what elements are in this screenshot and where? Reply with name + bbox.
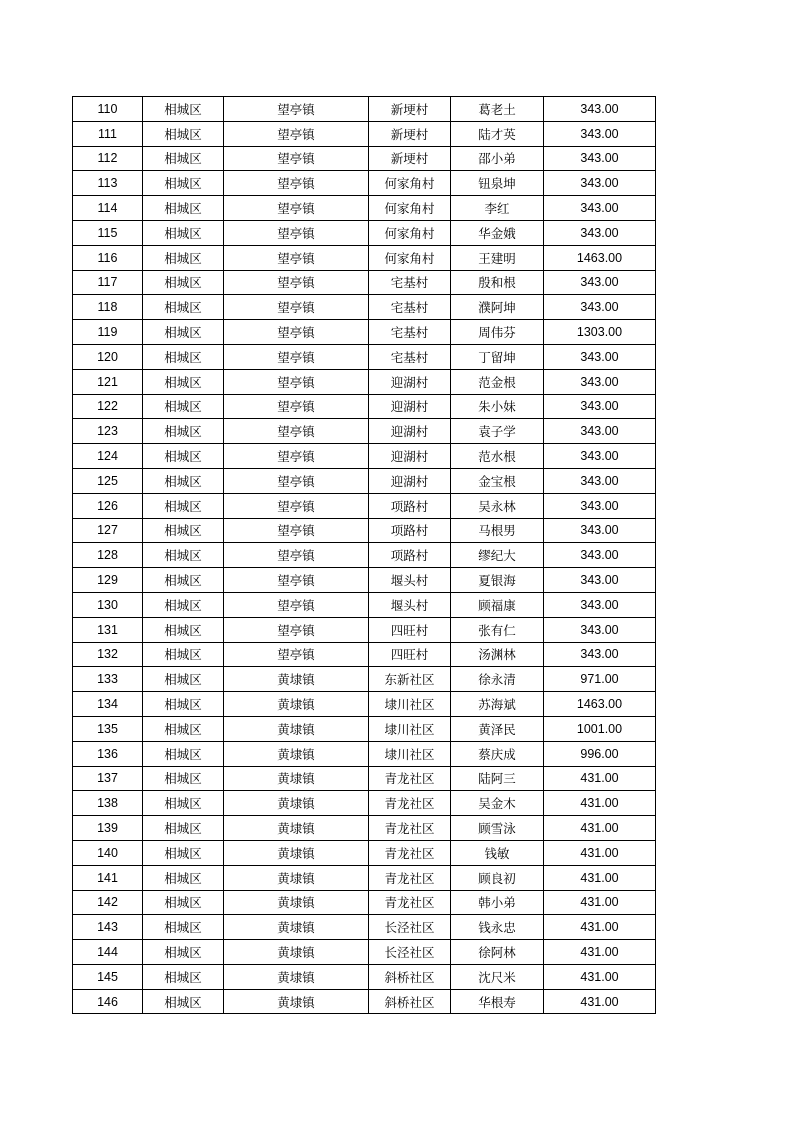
- village-cell: 青龙社区: [369, 766, 451, 791]
- name-cell: 顾良初: [451, 865, 544, 890]
- town-cell: 望亭镇: [224, 245, 369, 270]
- table-row: [73, 741, 656, 766]
- name-cell: 华根寿: [451, 989, 544, 1014]
- table-row: [73, 840, 656, 865]
- village-cell: 青龙社区: [369, 890, 451, 915]
- village-cell: 青龙社区: [369, 840, 451, 865]
- table-row: [73, 320, 656, 345]
- district-cell: 相城区: [143, 196, 224, 221]
- table-row: [73, 543, 656, 568]
- table-row: [73, 270, 656, 295]
- amount-cell: 1303.00: [544, 320, 656, 345]
- name-cell: 金宝根: [451, 468, 544, 493]
- district-cell: 相城区: [143, 543, 224, 568]
- village-cell: 何家角村: [369, 220, 451, 245]
- village-cell: 何家角村: [369, 196, 451, 221]
- district-cell: 相城区: [143, 518, 224, 543]
- district-cell: 相城区: [143, 940, 224, 965]
- row-number: 144: [73, 940, 143, 965]
- name-cell: 夏银海: [451, 568, 544, 593]
- name-cell: 华金娥: [451, 220, 544, 245]
- district-cell: 相城区: [143, 989, 224, 1014]
- row-number: 118: [73, 295, 143, 320]
- town-cell: 望亭镇: [224, 196, 369, 221]
- village-cell: 宅基村: [369, 320, 451, 345]
- amount-cell: 431.00: [544, 915, 656, 940]
- district-cell: 相城区: [143, 171, 224, 196]
- district-cell: 相城区: [143, 741, 224, 766]
- village-cell: 项路村: [369, 518, 451, 543]
- district-cell: 相城区: [143, 890, 224, 915]
- town-cell: 望亭镇: [224, 642, 369, 667]
- district-cell: 相城区: [143, 419, 224, 444]
- row-number: 112: [73, 146, 143, 171]
- amount-cell: 431.00: [544, 890, 656, 915]
- town-cell: 黄埭镇: [224, 915, 369, 940]
- town-cell: 黄埭镇: [224, 741, 369, 766]
- name-cell: 钱永忠: [451, 915, 544, 940]
- district-cell: 相城区: [143, 592, 224, 617]
- village-cell: 堰头村: [369, 568, 451, 593]
- row-number: 111: [73, 121, 143, 146]
- village-cell: 青龙社区: [369, 791, 451, 816]
- table-row: [73, 493, 656, 518]
- town-cell: 望亭镇: [224, 146, 369, 171]
- district-cell: 相城区: [143, 468, 224, 493]
- row-number: 113: [73, 171, 143, 196]
- row-number: 122: [73, 394, 143, 419]
- village-cell: 新埂村: [369, 97, 451, 122]
- name-cell: 葛老土: [451, 97, 544, 122]
- name-cell: 蔡庆成: [451, 741, 544, 766]
- district-cell: 相城区: [143, 146, 224, 171]
- town-cell: 黄埭镇: [224, 716, 369, 741]
- row-number: 129: [73, 568, 143, 593]
- amount-cell: 431.00: [544, 766, 656, 791]
- village-cell: 何家角村: [369, 171, 451, 196]
- row-number: 114: [73, 196, 143, 221]
- table-body: [73, 97, 656, 1014]
- village-cell: 迎湖村: [369, 419, 451, 444]
- table-row: [73, 394, 656, 419]
- town-cell: 望亭镇: [224, 344, 369, 369]
- village-cell: 四旺村: [369, 642, 451, 667]
- row-number: 116: [73, 245, 143, 270]
- row-number: 141: [73, 865, 143, 890]
- table-row: [73, 642, 656, 667]
- amount-cell: 343.00: [544, 97, 656, 122]
- district-cell: 相城区: [143, 444, 224, 469]
- row-number: 138: [73, 791, 143, 816]
- town-cell: 黄埭镇: [224, 890, 369, 915]
- town-cell: 望亭镇: [224, 320, 369, 345]
- table-row: [73, 667, 656, 692]
- village-cell: 项路村: [369, 493, 451, 518]
- amount-cell: 971.00: [544, 667, 656, 692]
- district-cell: 相城区: [143, 617, 224, 642]
- table-row: [73, 692, 656, 717]
- amount-cell: 431.00: [544, 964, 656, 989]
- amount-cell: 343.00: [544, 419, 656, 444]
- district-cell: 相城区: [143, 369, 224, 394]
- amount-cell: 431.00: [544, 840, 656, 865]
- village-cell: 埭川社区: [369, 692, 451, 717]
- town-cell: 望亭镇: [224, 220, 369, 245]
- table-row: [73, 592, 656, 617]
- town-cell: 望亭镇: [224, 518, 369, 543]
- name-cell: 周伟芬: [451, 320, 544, 345]
- name-cell: 朱小妹: [451, 394, 544, 419]
- row-number: 135: [73, 716, 143, 741]
- row-number: 125: [73, 468, 143, 493]
- district-cell: 相城区: [143, 493, 224, 518]
- district-cell: 相城区: [143, 121, 224, 146]
- table-row: [73, 716, 656, 741]
- district-cell: 相城区: [143, 97, 224, 122]
- village-cell: 长泾社区: [369, 915, 451, 940]
- district-cell: 相城区: [143, 295, 224, 320]
- village-cell: 堰头村: [369, 592, 451, 617]
- table-row: [73, 964, 656, 989]
- town-cell: 黄埭镇: [224, 840, 369, 865]
- district-cell: 相城区: [143, 344, 224, 369]
- row-number: 128: [73, 543, 143, 568]
- name-cell: 范金根: [451, 369, 544, 394]
- village-cell: 青龙社区: [369, 816, 451, 841]
- district-cell: 相城区: [143, 692, 224, 717]
- district-cell: 相城区: [143, 915, 224, 940]
- district-cell: 相城区: [143, 568, 224, 593]
- district-cell: 相城区: [143, 642, 224, 667]
- name-cell: 丁留坤: [451, 344, 544, 369]
- village-cell: 东新社区: [369, 667, 451, 692]
- name-cell: 钮泉坤: [451, 171, 544, 196]
- name-cell: 范水根: [451, 444, 544, 469]
- amount-cell: 431.00: [544, 816, 656, 841]
- village-cell: 迎湖村: [369, 468, 451, 493]
- amount-cell: 343.00: [544, 344, 656, 369]
- name-cell: 殷和根: [451, 270, 544, 295]
- amount-cell: 343.00: [544, 394, 656, 419]
- district-cell: 相城区: [143, 716, 224, 741]
- row-number: 130: [73, 592, 143, 617]
- village-cell: 长泾社区: [369, 940, 451, 965]
- amount-cell: 343.00: [544, 270, 656, 295]
- amount-cell: 343.00: [544, 518, 656, 543]
- district-cell: 相城区: [143, 865, 224, 890]
- name-cell: 汤渊林: [451, 642, 544, 667]
- village-cell: 青龙社区: [369, 865, 451, 890]
- district-cell: 相城区: [143, 791, 224, 816]
- town-cell: 望亭镇: [224, 419, 369, 444]
- table-row: [73, 245, 656, 270]
- table-row: [73, 617, 656, 642]
- table-row: [73, 989, 656, 1014]
- name-cell: 陆阿三: [451, 766, 544, 791]
- district-cell: 相城区: [143, 964, 224, 989]
- village-cell: 迎湖村: [369, 444, 451, 469]
- district-cell: 相城区: [143, 667, 224, 692]
- town-cell: 望亭镇: [224, 97, 369, 122]
- row-number: 137: [73, 766, 143, 791]
- row-number: 126: [73, 493, 143, 518]
- amount-cell: 431.00: [544, 791, 656, 816]
- row-number: 120: [73, 344, 143, 369]
- row-number: 133: [73, 667, 143, 692]
- row-number: 127: [73, 518, 143, 543]
- town-cell: 黄埭镇: [224, 692, 369, 717]
- village-cell: 迎湖村: [369, 394, 451, 419]
- table-row: [73, 220, 656, 245]
- amount-cell: 343.00: [544, 444, 656, 469]
- village-cell: 新埂村: [369, 146, 451, 171]
- village-cell: 项路村: [369, 543, 451, 568]
- village-cell: 斜桥社区: [369, 964, 451, 989]
- name-cell: 缪纪大: [451, 543, 544, 568]
- table-row: [73, 940, 656, 965]
- table-row: [73, 890, 656, 915]
- amount-cell: 343.00: [544, 295, 656, 320]
- town-cell: 望亭镇: [224, 121, 369, 146]
- row-number: 119: [73, 320, 143, 345]
- row-number: 136: [73, 741, 143, 766]
- town-cell: 黄埭镇: [224, 791, 369, 816]
- table-row: [73, 816, 656, 841]
- name-cell: 濮阿坤: [451, 295, 544, 320]
- town-cell: 望亭镇: [224, 171, 369, 196]
- town-cell: 望亭镇: [224, 468, 369, 493]
- row-number: 134: [73, 692, 143, 717]
- amount-cell: 343.00: [544, 592, 656, 617]
- row-number: 132: [73, 642, 143, 667]
- table-row: [73, 865, 656, 890]
- table-row: [73, 444, 656, 469]
- name-cell: 徐永清: [451, 667, 544, 692]
- district-cell: 相城区: [143, 816, 224, 841]
- name-cell: 黄泽民: [451, 716, 544, 741]
- name-cell: 王建明: [451, 245, 544, 270]
- amount-cell: 343.00: [544, 468, 656, 493]
- amount-cell: 343.00: [544, 543, 656, 568]
- table-row: [73, 468, 656, 493]
- name-cell: 沈尺米: [451, 964, 544, 989]
- town-cell: 望亭镇: [224, 493, 369, 518]
- table-row: [73, 121, 656, 146]
- name-cell: 马根男: [451, 518, 544, 543]
- name-cell: 李红: [451, 196, 544, 221]
- table-row: [73, 369, 656, 394]
- town-cell: 望亭镇: [224, 444, 369, 469]
- district-cell: 相城区: [143, 840, 224, 865]
- name-cell: 韩小弟: [451, 890, 544, 915]
- row-number: 143: [73, 915, 143, 940]
- village-cell: 埭川社区: [369, 741, 451, 766]
- row-number: 145: [73, 964, 143, 989]
- amount-cell: 431.00: [544, 865, 656, 890]
- row-number: 110: [73, 97, 143, 122]
- name-cell: 顾福康: [451, 592, 544, 617]
- district-cell: 相城区: [143, 270, 224, 295]
- row-number: 115: [73, 220, 143, 245]
- town-cell: 黄埭镇: [224, 766, 369, 791]
- amount-cell: 1001.00: [544, 716, 656, 741]
- town-cell: 黄埭镇: [224, 865, 369, 890]
- amount-cell: 343.00: [544, 617, 656, 642]
- village-cell: 宅基村: [369, 344, 451, 369]
- amount-cell: 343.00: [544, 121, 656, 146]
- town-cell: 黄埭镇: [224, 816, 369, 841]
- table-row: [73, 791, 656, 816]
- town-cell: 黄埭镇: [224, 964, 369, 989]
- table-row: [73, 419, 656, 444]
- table-row: [73, 295, 656, 320]
- town-cell: 望亭镇: [224, 270, 369, 295]
- table-row: [73, 915, 656, 940]
- village-cell: 宅基村: [369, 270, 451, 295]
- amount-cell: 1463.00: [544, 692, 656, 717]
- row-number: 121: [73, 369, 143, 394]
- table-row: [73, 568, 656, 593]
- name-cell: 张有仁: [451, 617, 544, 642]
- district-cell: 相城区: [143, 220, 224, 245]
- table-row: [73, 97, 656, 122]
- amount-cell: 996.00: [544, 741, 656, 766]
- table-row: [73, 344, 656, 369]
- row-number: 124: [73, 444, 143, 469]
- village-cell: 何家角村: [369, 245, 451, 270]
- name-cell: 顾雪泳: [451, 816, 544, 841]
- town-cell: 望亭镇: [224, 592, 369, 617]
- name-cell: 徐阿林: [451, 940, 544, 965]
- row-number: 131: [73, 617, 143, 642]
- table-row: [73, 171, 656, 196]
- town-cell: 望亭镇: [224, 617, 369, 642]
- village-cell: 四旺村: [369, 617, 451, 642]
- name-cell: 袁子学: [451, 419, 544, 444]
- town-cell: 望亭镇: [224, 543, 369, 568]
- row-number: 123: [73, 419, 143, 444]
- row-number: 139: [73, 816, 143, 841]
- name-cell: 陆才英: [451, 121, 544, 146]
- table-row: [73, 766, 656, 791]
- amount-cell: 431.00: [544, 940, 656, 965]
- table-row: [73, 196, 656, 221]
- town-cell: 黄埭镇: [224, 940, 369, 965]
- town-cell: 望亭镇: [224, 295, 369, 320]
- name-cell: 钱敏: [451, 840, 544, 865]
- name-cell: 吴金木: [451, 791, 544, 816]
- row-number: 146: [73, 989, 143, 1014]
- amount-cell: 343.00: [544, 171, 656, 196]
- town-cell: 望亭镇: [224, 369, 369, 394]
- data-table: [72, 96, 656, 1014]
- row-number: 140: [73, 840, 143, 865]
- row-number: 142: [73, 890, 143, 915]
- district-cell: 相城区: [143, 766, 224, 791]
- name-cell: 吴永林: [451, 493, 544, 518]
- village-cell: 埭川社区: [369, 716, 451, 741]
- town-cell: 黄埭镇: [224, 989, 369, 1014]
- town-cell: 黄埭镇: [224, 667, 369, 692]
- table-row: [73, 518, 656, 543]
- district-cell: 相城区: [143, 394, 224, 419]
- amount-cell: 343.00: [544, 196, 656, 221]
- district-cell: 相城区: [143, 320, 224, 345]
- name-cell: 苏海斌: [451, 692, 544, 717]
- amount-cell: 343.00: [544, 642, 656, 667]
- district-cell: 相城区: [143, 245, 224, 270]
- amount-cell: 431.00: [544, 989, 656, 1014]
- amount-cell: 343.00: [544, 220, 656, 245]
- village-cell: 斜桥社区: [369, 989, 451, 1014]
- amount-cell: 1463.00: [544, 245, 656, 270]
- name-cell: 邵小弟: [451, 146, 544, 171]
- table-row: [73, 146, 656, 171]
- town-cell: 望亭镇: [224, 394, 369, 419]
- village-cell: 新埂村: [369, 121, 451, 146]
- amount-cell: 343.00: [544, 568, 656, 593]
- amount-cell: 343.00: [544, 369, 656, 394]
- row-number: 117: [73, 270, 143, 295]
- town-cell: 望亭镇: [224, 568, 369, 593]
- village-cell: 宅基村: [369, 295, 451, 320]
- amount-cell: 343.00: [544, 146, 656, 171]
- amount-cell: 343.00: [544, 493, 656, 518]
- village-cell: 迎湖村: [369, 369, 451, 394]
